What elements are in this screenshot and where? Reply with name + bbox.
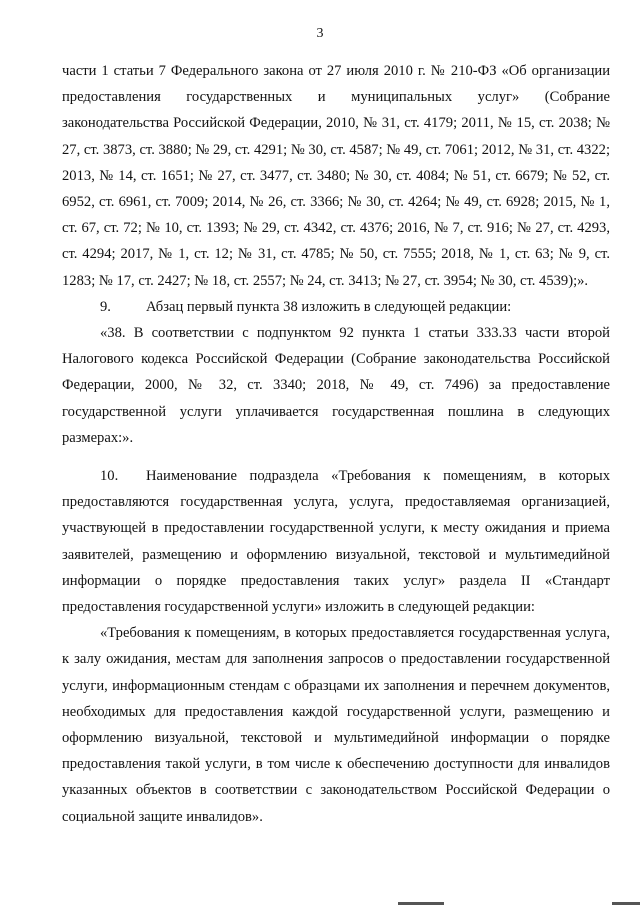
item-number-10: 10. xyxy=(100,468,119,485)
item-9-text: Абзац первый пункта 38 изложить в следующей редакции: xyxy=(146,298,512,315)
paragraph-continuation: части 1 статьи 7 Федерального закона от 27 июля 2010 г. № 210-ФЗ «Об организации предоставления государственных и муниципальных услуг» (Собрание законодательства Российской Федерации, 2010, № 31, ст. 4179; 2011, № 15, ст. 2038; № 27, ст. 3873, ст. 3880; № 29, ст. 4291; № 30, ст. 4587; № 49, ст. 7061; 2012, № 31, ст. 4322; 2013, № 14, ст. 1651; № 27, ст. 3477, ст. 3480; № 30, ст. 4084; № 51, ст. 6679; № 52, ст. 6952, ст. 6961, ст. 7009; 2014, № 26, ст. 3366; № 30, ст. 4264; № 49, ст. 6928; 2015, № 1, ст. 67, ст. 72; № 10, ст. 1393; № 29, ст. 4342, ст. 4376; 2016, № 7, ст. 916; № 27, ст. 4293, ст. 4294; 2017, № 1, ст. 12; № 31, ст. 4785; № 50, ст. 7555; 2018, № 1, ст. 63; № 9, ст. 1283; № 17, ст. 2427; № 18, ст. 2557; № 24, ст. 3413; № 27, ст. 3954; № 30, ст. 4539);». xyxy=(62,63,610,289)
item-10-text: Наименование подраздела «Требования к помещениям, в которых предоставляются государственная услуга, услуга, предоставляемая организацией, участвующей в предоставлении государственной услуги, к месту ожидания и приема заявителей, размещению и оформлению визуальной, текстовой и мультимедийной информации о порядке предоставления таких услуг» раздела II «Стандарт предоставления государственной услуги» изложить в следующей редакции: xyxy=(62,468,610,616)
document-body xyxy=(62,58,610,830)
paragraph-item-10 xyxy=(62,463,610,620)
item-number-9: 9. xyxy=(100,298,111,315)
paragraph-item-9 xyxy=(62,294,610,320)
paragraph-item-38-quote: «38. В соответствии с подпунктом 92 пункта 1 статьи 333.33 части второй Налогового кодекса Российской Федерации (Собрание законодательства Российской Федерации, 2000, № 32, ст. 3340; 2018, № 49, ст. 7496) за предоставление государственной услуги уплачивается государственная пошлина в следующих размерах:». xyxy=(62,325,610,446)
paragraph-requirements-quote: «Требования к помещениям, в которых предоставляется государственная услуга, к залу ожидания, местам для заполнения запросов о предоставлении государственной услуги, информационным стендам с образцами их заполнения и перечнем документов, необходимых для предоставления каждой государственной услуги, размещению и оформлению визуальной, текстовой и мультимедийной информации о порядке предоставления такой услуги, в том числе к обеспечению доступности для инвалидов указанных объектов в соответствии с законодательством Российской Федерации о социальной защите инвалидов». xyxy=(62,625,610,825)
page-number: 3 xyxy=(316,26,324,41)
